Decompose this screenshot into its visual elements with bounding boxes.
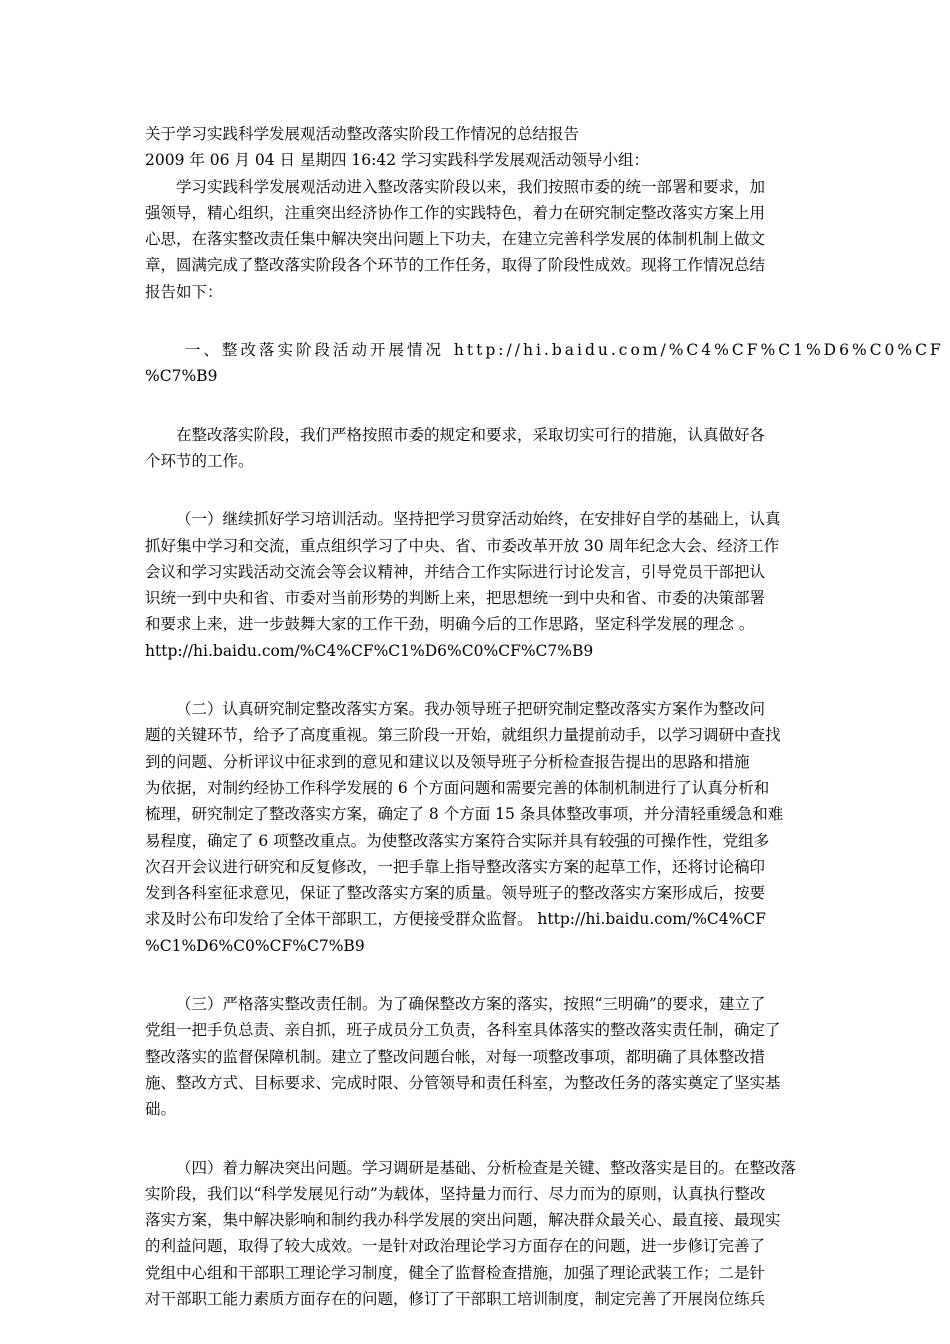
- text-line: 会议和学习实践活动交流会等会议精神，并结合工作实际进行讨论发言，引导党员干部把认: [145, 562, 766, 581]
- blank-line: [145, 305, 810, 337]
- paragraph-4: [145, 1155, 810, 1313]
- intro-paragraph: [145, 174, 810, 305]
- paragraph-2: [145, 696, 810, 959]
- text-line: 对干部职工能力素质方面存在的问题，修订了干部职工培训制度，制定完善了开展岗位练兵: [145, 1289, 766, 1308]
- text-line: （三）严格落实整改责任制。为了确保整改方案的落实，按照“三明确”的要求，建立了: [176, 995, 766, 1014]
- text-line: 抓好集中学习和交流，重点组织学习了中央、省、市委改革开放 30 周年纪念大会、经济工作: [145, 536, 780, 555]
- section-heading-continuation: %C7%B9: [145, 367, 218, 386]
- section-heading-line: 一、整改落实阶段活动开展情况 http://hi.baidu.com/%C4%CF%C1%D6%C0%CF: [185, 341, 944, 360]
- text-line: （一）继续抓好学习培训活动。坚持把学习贯穿活动始终，在安排好自学的基础上，认真: [176, 510, 781, 529]
- text-line: 的利益问题，取得了较大成效。一是针对政治理论学习方面存在的问题，进一步修订完善了: [145, 1237, 766, 1256]
- text-line: 础。: [145, 1100, 177, 1119]
- text-line: 个环节的工作。: [145, 451, 254, 470]
- text-line: 强领导，精心组织，注重突出经济协作工作的实践特色，着力在研究制定整改落实方案上用: [145, 203, 766, 222]
- text-line: 落实方案，集中解决影响和制约我办科学发展的突出问题，解决群众最关心、最直接、最现实: [145, 1211, 781, 1230]
- text-line: 识统一到中央和省、市委对当前形势的判断上来，把思想统一到中央和省、市委的决策部署: [145, 589, 766, 608]
- text-line: 章，圆满完成了整改落实阶段各个环节的工作任务，取得了阶段性成效。现将工作情况总结: [145, 256, 766, 275]
- blank-line: [145, 1123, 810, 1155]
- text-line: 心思，在落实整改责任集中解决突出问题上下功夫，在建立完善科学发展的体制机制上做文: [145, 230, 766, 249]
- dateline: 2009 年 06 月 04 日 星期四 16:42 学习实践科学发展观活动领导小组：: [145, 151, 649, 170]
- text-line: 题的关键环节，给予了高度重视。第三阶段一开始，就组织力量提前动手，以学习调研中查找: [145, 726, 781, 745]
- text-line: 学习实践科学发展观活动进入整改落实阶段以来，我们按照市委的统一部署和要求，加: [176, 177, 766, 196]
- text-line: 党组中心组和干部职工理论学习制度，健全了监督检查措施，加强了理论武装工作；二是针: [145, 1263, 766, 1282]
- text-line: 梳理，研究制定了整改落实方案，确定了 8 个方面 15 条具体整改事项，并分清轻重缓急和难: [145, 805, 784, 824]
- text-line: 和要求上来，进一步鼓舞大家的工作干劲，明确今后的工作思路，坚定科学发展的理念 。: [145, 615, 755, 634]
- section1-intro: [145, 422, 810, 475]
- document-title: 关于学习实践科学发展观活动整改落实阶段工作情况的总结报告: [145, 125, 580, 143]
- blank-line: [145, 474, 810, 506]
- text-line: 发到各科室征求意见，保证了整改落实方案的质量。领导班子的整改落实方案形成后，按要: [145, 884, 766, 903]
- text-line: 易程度，确定了 6 项整改重点。为使整改落实方案符合实际并具有较强的可操作性，党组多: [145, 831, 770, 850]
- document-body: [145, 121, 944, 1312]
- text-line: 整改落实的监督保障机制。建立了整改问题台帐，对每一项整改事项，都明确了具体整改措: [145, 1047, 766, 1066]
- source-link: http://hi.baidu.com/%C4%CF%C1%D6%C0%CF%C7%B9: [145, 641, 594, 660]
- section1-heading: [145, 337, 944, 390]
- text-line: 求及时公布印发给了全体干部职工，方便接受群众监督。 http://hi.baidu.com/%C4%CF: [145, 910, 767, 929]
- text-line: 报告如下：: [145, 282, 223, 301]
- text-line: 党组一把手负总责、亲自抓，班子成员分工负责，各科室具体落实的整改落实责任制，确定了: [145, 1021, 781, 1040]
- text-line: 次召开会议进行研究和反复修改，一把手靠上指导整改落实方案的起草工作，还将讨论稿印: [145, 857, 766, 876]
- text-line: 到的问题、分析评议中征求到的意见和建议以及领导班子分析检查报告提出的思路和措施: [145, 752, 750, 771]
- text-line: 施、整改方式、目标要求、完成时限、分管领导和责任科室，为整改任务的落实奠定了坚实基: [145, 1073, 781, 1092]
- blank-line: [145, 664, 810, 696]
- blank-line: [145, 959, 810, 991]
- blank-line: [145, 390, 810, 422]
- text-line: （二）认真研究制定整改落实方案。我办领导班子把研究制定整改落实方案作为整改问: [176, 700, 766, 719]
- text-line: 在整改落实阶段，我们严格按照市委的规定和要求，采取切实可行的措施，认真做好各: [176, 425, 766, 444]
- paragraph-1: [145, 506, 810, 664]
- text-line: 实阶段，我们以“科学发展见行动”为载体，坚持量力而行、尽力而为的原则，认真执行整改: [145, 1184, 766, 1203]
- source-link: %C1%D6%C0%CF%C7%B9: [145, 936, 365, 955]
- text-line: （四）着力解决突出问题。学习调研是基础、分析检查是关键、整改落实是目的。在整改落: [176, 1158, 797, 1177]
- paragraph-3: [145, 991, 810, 1122]
- text-line: 为依据，对制约经协工作科学发展的 6 个方面问题和需要完善的体制机制进行了认真分析和: [145, 778, 770, 797]
